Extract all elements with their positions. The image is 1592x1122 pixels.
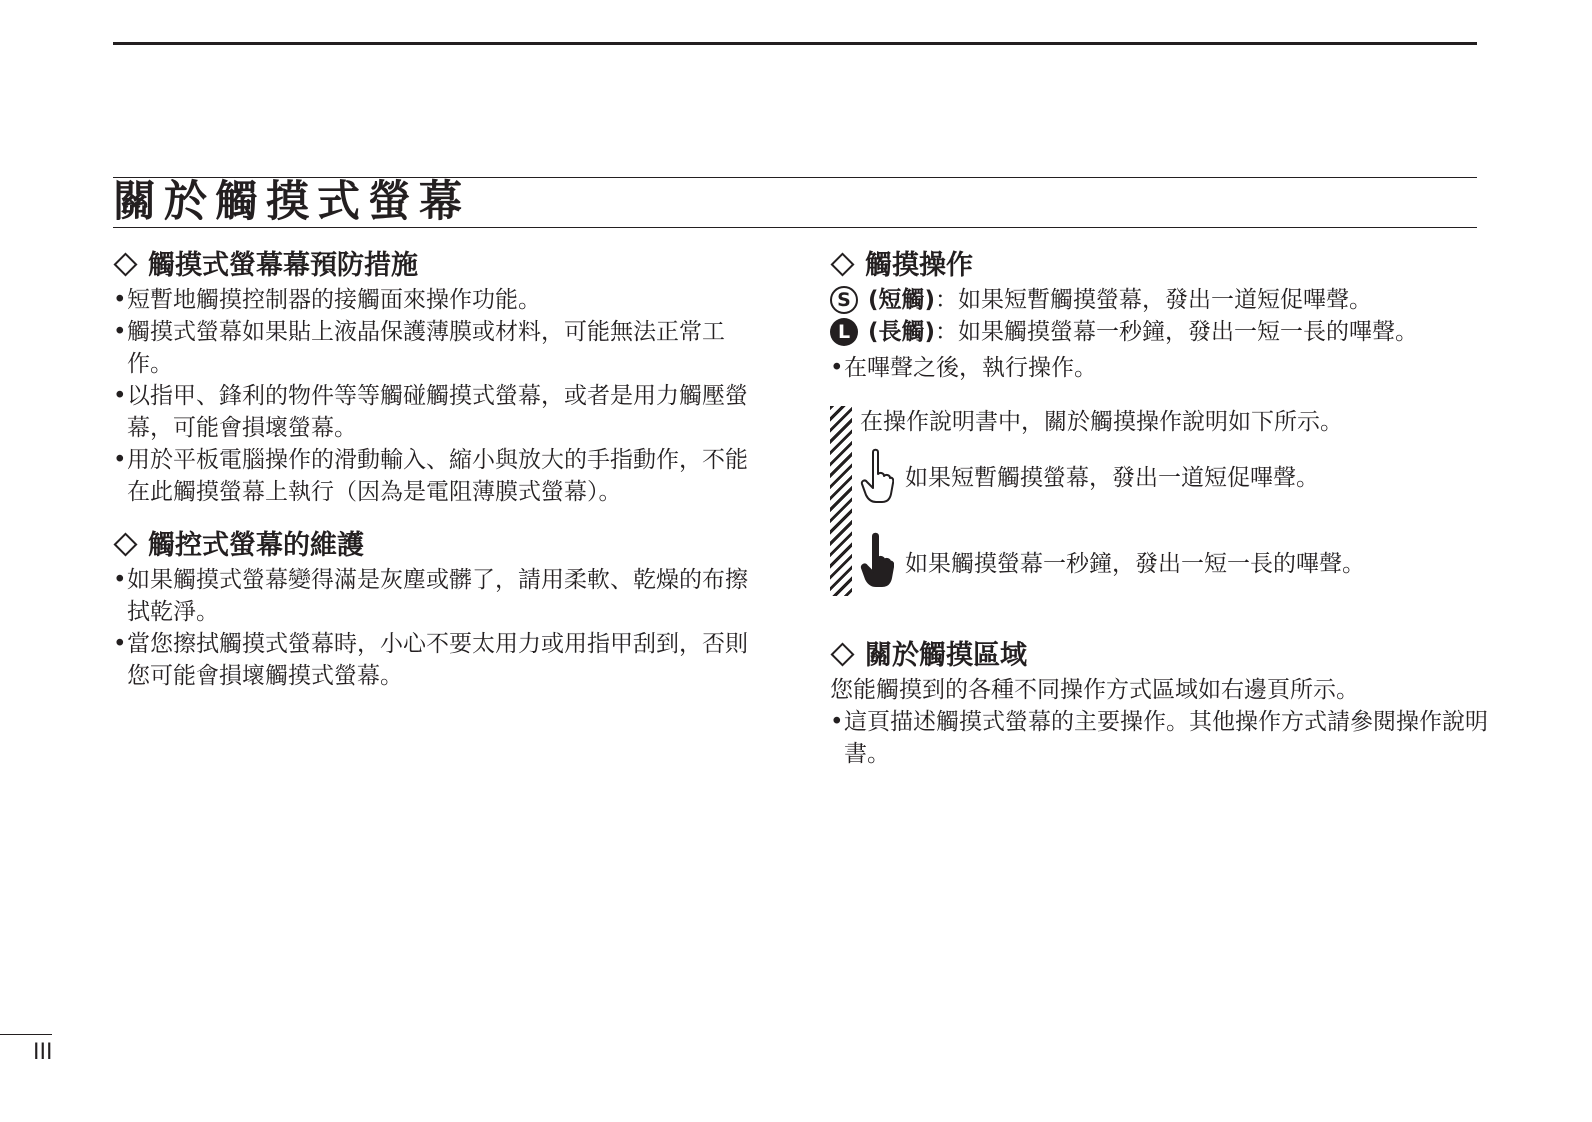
long-touch-icon: L [830,318,858,346]
long-touch-label: (長觸) [868,319,936,345]
touch-area-heading [830,638,1490,674]
diamond-icon [113,532,137,556]
note-short: 如果短暫觸摸螢幕，發出一道短促嗶聲。 [905,465,1319,491]
right-column [830,248,1490,770]
maintenance-heading-text: 觸控式螢幕的維護 [148,530,364,561]
long-touch-row [830,316,1490,348]
touch-ops-heading-text: 觸摸操作 [865,250,973,281]
page-number: III [33,1040,53,1065]
title-rule-bottom [113,227,1477,228]
maintenance-item: • 如果觸摸式螢幕變得滿是灰塵或髒了，請用柔軟、乾燥的布擦拭乾淨。 [113,564,763,628]
short-touch-icon: S [830,286,858,314]
note-intro: 在操作說明書中，關於觸摸操作說明如下所示。 [860,409,1343,435]
touch-ops-bullet: • 在嗶聲之後，執行操作。 [830,352,1490,384]
left-column [113,248,763,692]
hand-filled-icon [860,532,894,588]
long-touch-desc: ：如果觸摸螢幕一秒鐘，發出一短一長的嗶聲。 [935,319,1419,345]
precaution-item: • 用於平板電腦操作的滑動輸入、縮小與放大的手指動作，不能在此觸摸螢幕上執行（因為是電阻薄膜式螢幕）。 [113,444,763,508]
short-touch-row [830,284,1490,316]
manual-note [830,406,1490,598]
maintenance-item: • 當您擦拭觸摸式螢幕時，小心不要太用力或用指甲刮到，否則您可能會損壞觸摸式螢幕。 [113,628,763,692]
precautions-heading-text: 觸摸式螢幕幕預防措施 [148,250,418,281]
diamond-icon [830,642,854,666]
short-touch-label: (短觸) [868,287,936,313]
spacer [830,598,1490,638]
maintenance-heading [113,528,763,564]
diamond-icon [830,252,854,276]
touch-area-intro: 您能觸摸到的各種不同操作方式區域如右邊頁所示。 [830,677,1359,703]
diamond-icon [113,252,137,276]
hand-outline-icon [860,448,894,504]
note-long: 如果觸摸螢幕一秒鐘，發出一短一長的嗶聲。 [905,551,1365,577]
short-touch-desc: ：如果短暫觸摸螢幕，發出一道短促嗶聲。 [935,287,1373,313]
touch-area-heading-text: 關於觸摸區域 [865,640,1027,671]
touch-area-bullet: • 這頁描述觸摸式螢幕的主要操作。其他操作方式請參閱操作說明書。 [830,706,1490,770]
precaution-item: • 觸摸式螢幕如果貼上液晶保護薄膜或材料，可能無法正常工 作。 [113,316,763,380]
hatch-bar [830,406,852,596]
precaution-item: • 以指甲、鋒利的物件等等觸碰觸摸式螢幕，或者是用力觸壓螢幕，可能會損壞螢幕。 [113,380,763,444]
touch-ops-heading [830,248,1490,284]
precautions-heading [113,248,763,284]
page-number-rule [0,1034,52,1035]
spacer [113,508,763,528]
top-rule [113,42,1477,45]
page-title: 關於觸摸式螢幕 [113,177,470,227]
precaution-item: • 短暫地觸摸控制器的接觸面來操作功能。 [113,284,763,316]
